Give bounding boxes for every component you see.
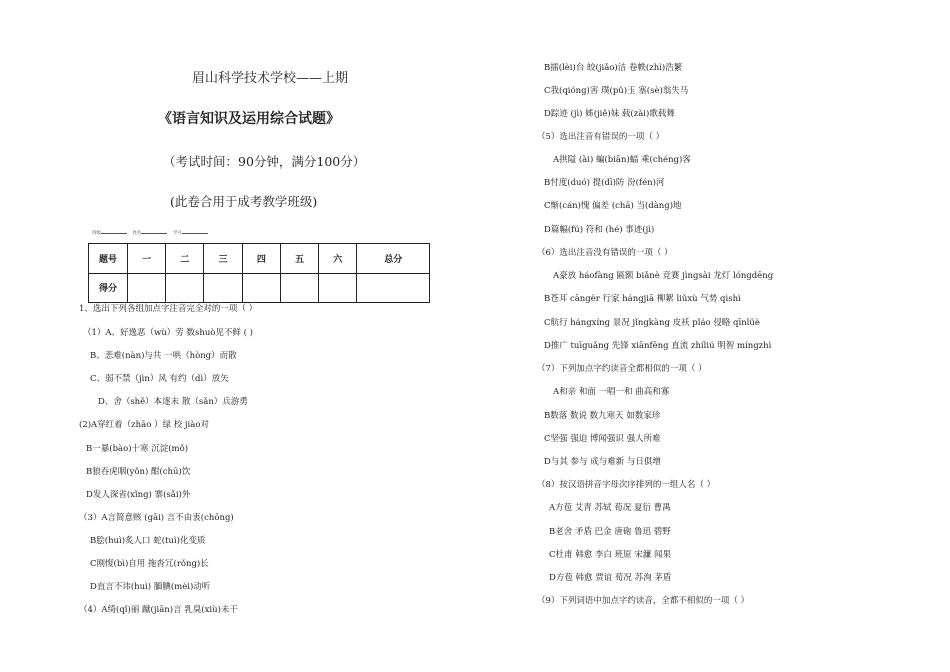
- score-cell[interactable]: [204, 273, 242, 303]
- question-line: C、弱不禁（jìn）风 有约（dì）放矢: [90, 374, 229, 384]
- question-line: A和亲 和面 一唱一和 曲高和寡: [553, 387, 670, 397]
- question-line: D推广 tuīguǎng 先锋 xiānfēng 直流 zhíliú 明智 míngzhì: [544, 341, 772, 351]
- score-col-total: 总分: [357, 244, 430, 274]
- question-line: A方苞 艾青 苏轼 荀况 夏衍 曹禺: [549, 503, 671, 513]
- score-cell[interactable]: [166, 273, 204, 303]
- score-cell[interactable]: [280, 273, 318, 303]
- student-info-line: [92, 230, 212, 236]
- question-line: D直言不讳(huì) 腼腆(mèi)动听: [90, 582, 211, 592]
- question-line: C杜甫 韩愈 李白 班原 宋濂 闻果: [549, 550, 672, 560]
- score-table-score-row: [89, 273, 430, 303]
- question-line: D发人深省(xǐng) 寨(sǎi)外: [86, 490, 191, 500]
- score-cell[interactable]: [357, 273, 430, 303]
- score-col-4: 四: [242, 244, 280, 274]
- info-class: 班级: [92, 231, 101, 236]
- question-line: D踪迹 (jì) 姊(jiě)妹 载(zài)歌载舞: [544, 109, 675, 119]
- question-line: （3）A言简意赅 (gāi) 言不由衷(chōng): [79, 513, 234, 523]
- question-line: B一暴(bào)十寒 沉淀(mǒ): [86, 444, 189, 454]
- question-line: （4）A绮(qǐ)丽 蹴(jiān)言 乳臭(xiù)未干: [79, 605, 238, 615]
- score-label: 得分: [89, 273, 128, 303]
- exam-title: 《语言知识及运用综合试题》: [158, 111, 340, 127]
- exam-usage: (此卷合用于成考教学班级): [170, 194, 318, 209]
- question-line: B、悲难(nàn)与共 一哄（hòng）而散: [90, 351, 237, 361]
- question-line: C惭(cán)愧 偏差 (chā) 当(dàng)地: [544, 201, 682, 211]
- question-number-label: 题号: [89, 244, 128, 274]
- question-line: B忖度(duó) 提(dī)防 汾(fén)河: [544, 178, 665, 188]
- question-5-stem: （5）选出注音有错误的一项（ ）: [537, 132, 665, 142]
- school-header: 眉山科学技术学校——上期: [192, 71, 349, 86]
- score-cell[interactable]: [319, 273, 357, 303]
- question-line: D、舍（shě）本逐末 散（sǎn）兵游勇: [98, 397, 248, 407]
- question-line: C航行 hángxíng 景况 jǐngkàng 皮袄 pǐáo 侵略 qīnlüè: [544, 318, 760, 328]
- question-9-stem: （9）下列词语中加点字约读音，全都不相似的一项（ ）: [537, 596, 750, 606]
- question-line: B数落 数说 数九寒天 如数家珍: [544, 411, 661, 421]
- score-col-6: 六: [319, 244, 357, 274]
- question-6-stem: （6）选出注音没有错误的一项（ ）: [537, 248, 673, 258]
- question-line: (2)A穿红着（zhāo ）绿 校 jiào对: [79, 420, 209, 430]
- question-line: B脍(huì)炙人口 蛇(tuì)化变质: [90, 536, 206, 546]
- question-line: C刚愎(bì)自用 拖沓冗(rǒng)长: [90, 559, 209, 569]
- info-name: 姓名: [132, 231, 142, 236]
- question-1-stem: 1、选出下列各组加点字注音完全对的一项（ ）: [79, 304, 258, 314]
- question-line: B老舍 矛盾 巴金 唐砲 鲁迅 碧野: [549, 527, 671, 537]
- exam-time: （考试时间：90分钟，满分100分）: [163, 154, 366, 169]
- score-col-5: 五: [280, 244, 318, 274]
- question-line: A拱隘 (ài) 蝙(biān)蝠 乘(chéng)客: [553, 155, 691, 165]
- question-8-stem: （8）按汉语拼音字母次序排列的一组人名（ ）: [537, 480, 716, 490]
- question-line: D与其 参与 成与难新 与日俱增: [544, 457, 661, 467]
- question-line: B狼吞虎咽(yǒn) 酣(chū)饮: [86, 467, 191, 477]
- info-id: 学号: [172, 231, 182, 236]
- score-cell[interactable]: [242, 273, 280, 303]
- score-table-header-row: [89, 244, 430, 274]
- question-line: C我(qióng)害 璞(pǔ)玉 塞(sè)翁失马: [544, 86, 689, 96]
- score-col-1: 一: [128, 244, 166, 274]
- question-line: A豪放 háofàng 匾额 biǎnè 竞赛 jìngsài 龙灯 lóngdēng: [553, 271, 774, 281]
- question-line: C坚强 强迫 博闻强识 强人所难: [544, 434, 661, 444]
- score-cell[interactable]: [128, 273, 166, 303]
- question-line: B擂(lèi)台 皎(jiǎo)洁 卷帙(zhì)浩繁: [544, 63, 683, 73]
- question-line: D篇幅(fú) 符和 (hé) 事迹(jì): [544, 225, 655, 235]
- question-line: （1）A、好逸恶（wù）劳 数shuò见不鲜 ( ): [83, 328, 253, 338]
- score-col-2: 二: [166, 244, 204, 274]
- question-line: D方苞 韩愈 贾谊 荀况 苏洵 茅盾: [549, 573, 672, 583]
- question-7-stem: （7）下列加点字约读音全都相似的一项（ ）: [537, 364, 707, 374]
- question-line: B苍耳 cāngèr 行家 hángjiā 柳絮 liǔxù 气势 qìshì: [544, 294, 741, 304]
- score-table: [88, 243, 430, 303]
- score-col-3: 三: [204, 244, 242, 274]
